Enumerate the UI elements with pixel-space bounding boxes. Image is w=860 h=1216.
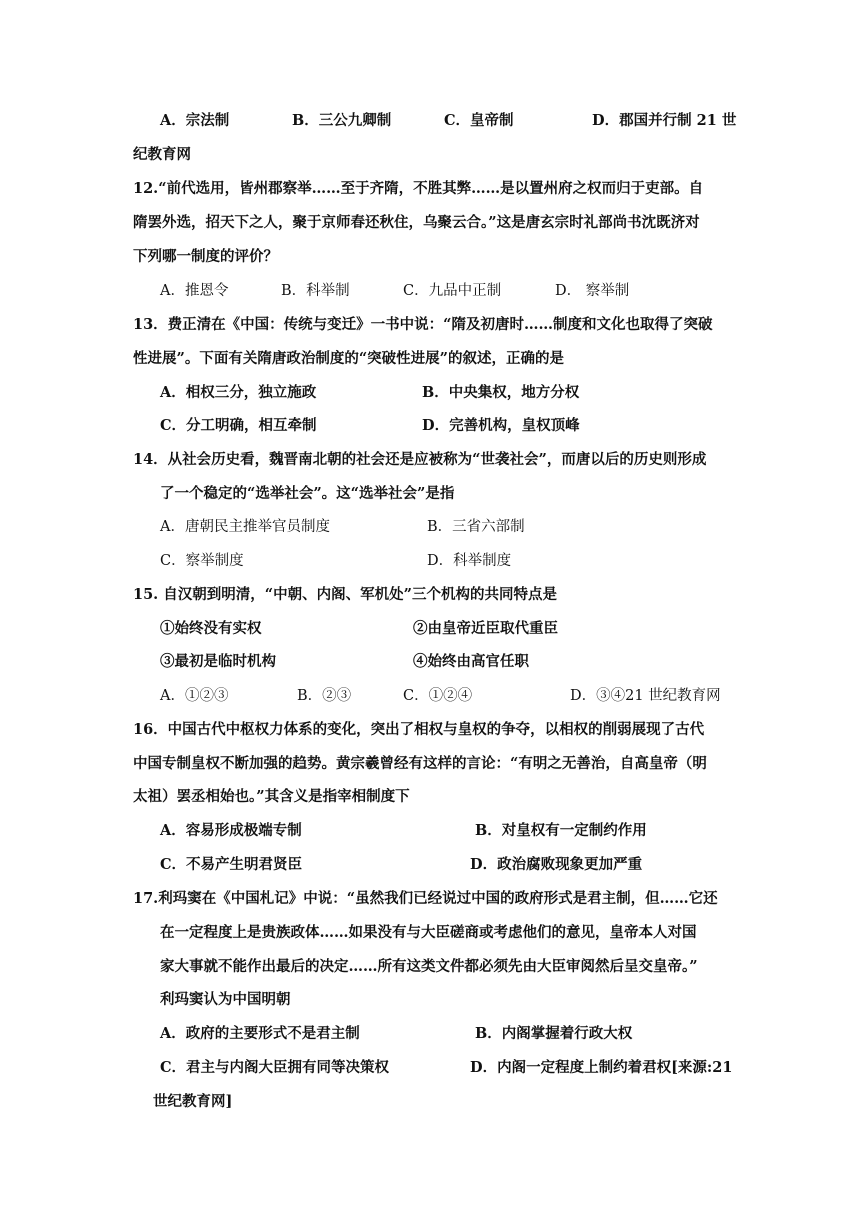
q13-option-c: C．分工明确，相互牵制	[160, 417, 317, 434]
q17-option-a: A．政府的主要形式不是君主制	[160, 1025, 360, 1042]
q16-option-a: A．容易形成极端专制	[160, 822, 302, 839]
q15-option-a: A．①②③	[160, 688, 229, 704]
q12-option-b: B．科举制	[281, 283, 350, 299]
q17-stem-line-2: 在一定程度上是贵族政体……如果没有与大臣磋商或考虑他们的意见，皇帝本人对国	[160, 924, 697, 941]
q16-stem-line-1: 16．中国古代中枢权力体系的变化，突出了相权与皇权的争夺，以相权的削弱展现了古代	[133, 721, 705, 738]
q16-option-d: D．政治腐败现象更加严重	[470, 856, 643, 873]
q15-stem-line-1: 15. 自汉朝到明清，“中朝、内阁、军机处”三个机构的共同特点是	[133, 586, 557, 603]
q15-item-1: ①始终没有实权	[160, 620, 262, 637]
q16-stem-line-2: 中国专制皇权不断加强的趋势。黄宗羲曾经有这样的言论：“有明之无善治，自高皇帝（明	[133, 755, 707, 772]
q15-option-c: C．①②④	[403, 688, 473, 704]
q14-option-c: C．察举制度	[160, 553, 244, 569]
q14-option-a: A．唐朝民主推举官员制度	[160, 519, 330, 535]
q13-option-a: A．相权三分，独立施政	[160, 384, 317, 401]
q12-stem-line-1: 12.“前代选用，皆州郡察举……至于齐隋，不胜其弊……是以置州府之权而归于吏部。自	[133, 180, 704, 197]
q15-option-d: D．③④21 世纪教育网	[570, 688, 721, 704]
q14-stem-line-2: 了一个稳定的“选举社会”。这“选举社会”是指	[160, 485, 455, 502]
q17-stem-line-1: 17.利玛窦在《中国札记》中说：“虽然我们已经说过中国的政府形式是君主制，但……它还	[133, 890, 718, 907]
q15-option-b: B．②③	[297, 688, 352, 704]
q12-option-c: C．九品中正制	[403, 283, 502, 299]
q13-option-b: B．中央集权，地方分权	[422, 384, 580, 401]
q17-option-c: C．君主与内阁大臣拥有同等决策权	[160, 1059, 390, 1076]
q14-option-d: D．科举制度	[427, 553, 512, 569]
q11-option-c: C．皇帝制	[444, 112, 514, 129]
q17-continuation: 世纪教育网]	[153, 1093, 233, 1110]
q15-item-2: ②由皇帝近臣取代重臣	[413, 620, 558, 637]
q15-item-4: ④始终由高官任职	[413, 653, 529, 670]
q13-option-d: D．完善机构，皇权顶峰	[422, 417, 580, 434]
q11-continuation: 纪教育网	[133, 146, 191, 163]
q16-stem-line-3: 太祖）罢丞相始也。”其含义是指宰相制度下	[133, 788, 410, 805]
q16-option-c: C．不易产生明君贤臣	[160, 856, 303, 873]
q12-option-d: D． 察举制	[555, 283, 630, 299]
q11-option-d: D．郡国并行制 21 世	[592, 112, 737, 129]
q13-stem-line-2: 性进展”。下面有关隋唐政治制度的“突破性进展”的叙述，正确的是	[133, 350, 565, 367]
q14-stem-line-1: 14．从社会历史看，魏晋南北朝的社会还是应被称为“世袭社会”，而唐以后的历史则形成	[133, 451, 707, 468]
q17-stem-line-4: 利玛窦认为中国明朝	[160, 991, 291, 1008]
q12-stem-line-3: 下列哪一制度的评价？	[133, 248, 278, 265]
q12-option-a: A．推恩令	[160, 283, 229, 299]
q17-stem-line-3: 家大事就不能作出最后的决定……所有这类文件都必须先由大臣审阅然后呈交皇帝。”	[160, 958, 698, 975]
q16-option-b: B．对皇权有一定制约作用	[475, 822, 647, 839]
q12-stem-line-2: 隋罢外选，招天下之人，聚于京师春还秋住，乌聚云合。”这是唐玄宗时礼部尚书沈既济对	[133, 214, 700, 231]
q11-option-a: A．宗法制	[160, 112, 230, 129]
q15-item-3: ③最初是临时机构	[160, 653, 276, 670]
q11-option-b: B．三公九卿制	[292, 112, 392, 129]
q17-option-d: D．内阁一定程度上制约着君权[来源:21	[470, 1059, 733, 1076]
q13-stem-line-1: 13．费正清在《中国：传统与变迁》一书中说：“隋及初唐时……制度和文化也取得了突破	[133, 316, 713, 333]
q14-option-b: B．三省六部制	[427, 519, 525, 535]
q17-option-b: B．内阁掌握着行政大权	[475, 1025, 633, 1042]
